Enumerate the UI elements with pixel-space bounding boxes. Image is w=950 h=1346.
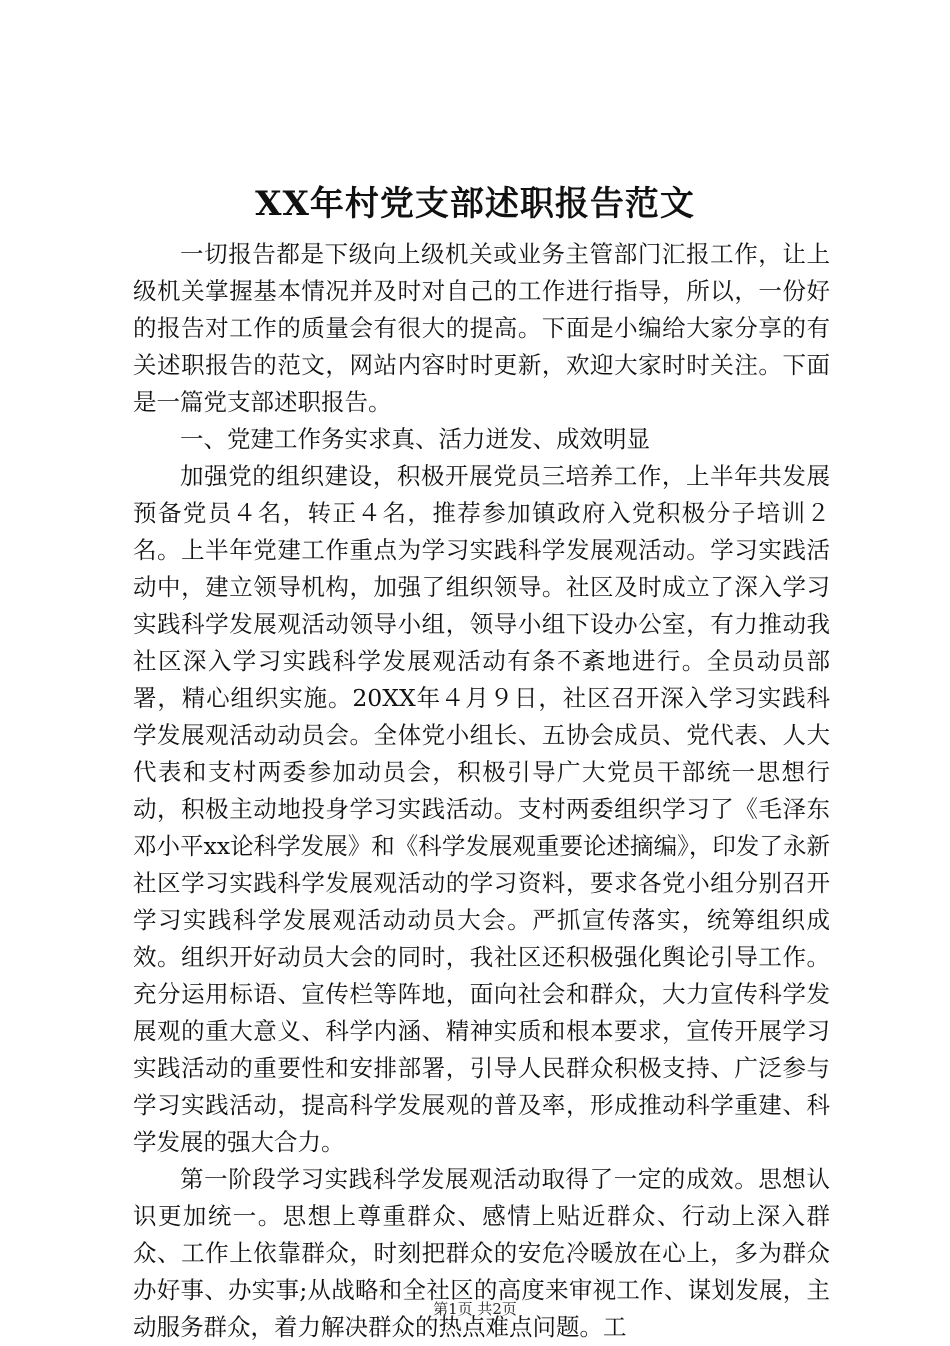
body-paragraph: 第一阶段学习实践科学发展观活动取得了一定的成效。思想认识更加统一。思想上尊重群众、感情上贴近群众、行动上深入群众、工作上依靠群众，时刻把群众的安危冷暖放在心上，多为群众办好事、办实事;从战略和全社区的高度来审视工作、谋划发展，主动服务群众，着力解决群众的热点难点问题。工 bbox=[133, 1165, 830, 1341]
body-paragraph: 加强党的组织建设，积极开展党员三培养工作，上半年共发展预备党员４名，转正４名，推荐参加镇政府入党积极分子培训２名。上半年党建工作重点为学习实践科学发展观活动。学习实践活动中，建立领导机构，加强了组织领导。社区及时成立了深入学习实践科学发展观活动领导小组，领导小组下设办公室，有力推动我社区深入学习实践科学发展观活动有条不紊地进行。全员动员部署，精心组织实施。20XX年４月９日，社区召开深入学习实践科学发展观活动动员会。全体党小组长、五协会成员、党代表、人大代表和支村两委参加动员会，积极引导广大党员干部统一思想行动，积极主动地投身学习实践活动。支村两委组织学习了《毛泽东邓小平xx论科学发展》和《科学发展观重要论述摘编》，印发了永新社区学习实践科学发展观活动的学习资料，要求各党小组分别召开学习实践科学发展观活动动员大会。严抓宣传落实，统筹组织成效。组织开好动员大会的同时，我社区还积极强化舆论引导工作。充分运用标语、宣传栏等阵地，面向社会和群众，大力宣传科学发展观的重大意义、科学内涵、精神实质和根本要求，宣传开展学习实践活动的重要性和安排部署，引导人民群众积极支持、广泛参与学习实践活动，提高科学发展观的普及率，形成推动科学重建、科学发展的强大合力。 bbox=[133, 462, 830, 1156]
document-title: XX年村党支部述职报告范文 bbox=[255, 184, 695, 224]
document-body bbox=[133, 236, 830, 1346]
intro-paragraph: 一切报告都是下级向上级机关或业务主管部门汇报工作，让上级机关掌握基本情况并及时对自己的工作进行指导，所以，一份好的报告对工作的质量会有很大的提高。下面是小编给大家分享的有关述职报告的范文，网站内容时时更新，欢迎大家时时关注。下面是一篇党支部述职报告。 bbox=[133, 240, 830, 416]
page-number: 第1页 共2页 bbox=[433, 1300, 517, 1318]
section-heading: 一、党建工作务实求真、活力迸发、成效明显 bbox=[180, 425, 650, 453]
